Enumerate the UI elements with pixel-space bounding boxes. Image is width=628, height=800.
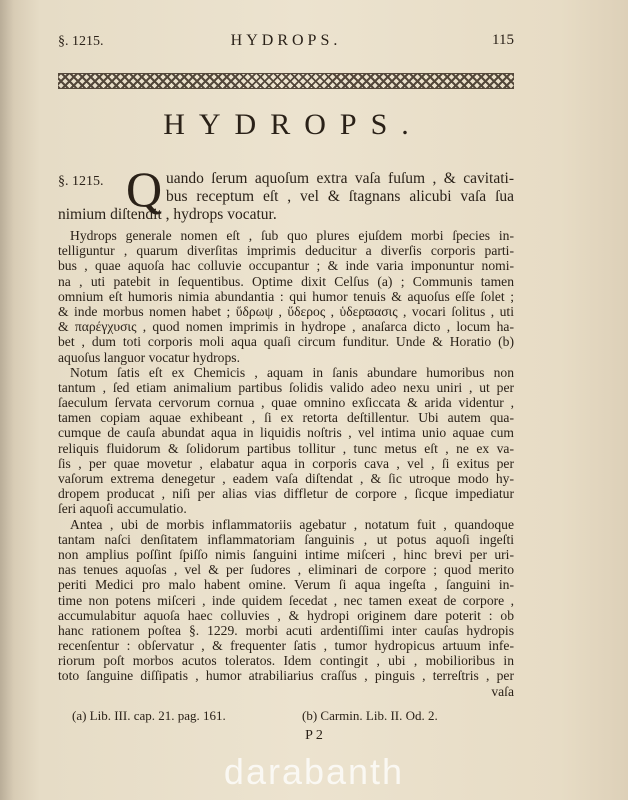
- text-line: periti Medici pro malo habent omine. Verum ſi aqua ingeſta , ſanguini in-: [58, 577, 514, 593]
- text-line: na , uti patebit in ſequentibus. Optime dixit Celſus (a) ; Communis tamen: [58, 273, 514, 289]
- text-line: toto ſanguine diſſipatis , humor atrabiliarius craſſus , pinguis , terreſtris , per: [58, 668, 514, 684]
- text-line: Hydrops generale nomen eſt , ſub quo plures ejuſdem morbi ſpecies in-: [70, 228, 514, 243]
- footnotes: [72, 708, 502, 724]
- text-line: ſeri aquoſi accumulatio.: [58, 501, 187, 517]
- text-line: & inde morbus nomen habet ; ὕδρωψ , ὕδερος , ὑδερϖασις , vocari ſolitus , uti: [58, 303, 514, 319]
- text-line: hanc rationem poſtea §. 1229. morbi acuti ardentiſſimi inter cauſas hydropis: [58, 622, 514, 638]
- text-line: omnium eſt humoris nimia abundantia : qui humor tenuis & aquoſus eſſe ſolet ;: [58, 288, 514, 304]
- text-line: cumque de cauſa abundat aqua in liquidis noſtris , vel intima unio aquae cum: [58, 425, 514, 441]
- text-line: & παρέγχυσις , quod nomen imprimis in hydrope , anaſarca dicto , locum ha-: [58, 319, 514, 335]
- drop-cap: Q: [126, 161, 163, 217]
- text-line: bus receptum eſt , vel & ſtagnans alicubi vaſa ſua: [166, 188, 514, 205]
- text-line: tantam naſci denſitatem inflammatoriam ſanguinis , ut potus aquoſi ingeſti: [58, 531, 514, 547]
- watermark: darabanth: [223, 751, 405, 792]
- chapter-title: HYDROPS.: [163, 108, 423, 141]
- header-section: §. 1215.: [58, 34, 104, 49]
- text-line: Notum ſatis eſt ex Chemicis , aquam in ſanis abundare humoribus non: [70, 364, 514, 380]
- text-line: nimium diſtendit , hydrops vocatur.: [58, 206, 277, 223]
- text-line: tantum , ſed etiam animalium partibus ſolidis valido adeo nexu uniri , ut per: [58, 379, 514, 395]
- signature-mark: P 2: [305, 728, 323, 743]
- text-line: accumulabitur aquoſa haec colluvies , & hydropi originem dare poterit : ob: [58, 607, 514, 623]
- text-line: non amplius poſſint ſpiſſo nimis ſanguini intime miſceri , hinc brevi per uri-: [58, 546, 514, 562]
- text-line: ſaeculum ſervata cervorum cornua , quae omnino exſiccata & arida videntur ,: [58, 395, 514, 411]
- paragraph: [58, 365, 514, 517]
- text-line: tamen copiam aquae exhibeant , ſi ex retorta deſtillentur. Ubi autem qua-: [58, 410, 514, 426]
- paragraph: [58, 228, 514, 365]
- running-header: [58, 32, 514, 52]
- text-line: time non potens miſceri , inde quidem ſecedat , nec tamen exeat de corpore ,: [58, 592, 514, 608]
- body-text: [58, 228, 514, 699]
- text-line: nas tenues aquoſas , vel & per ſudores , eliminari de corpore ; quod merito: [58, 562, 514, 578]
- ornament-band: [58, 73, 514, 89]
- page-number: 115: [492, 32, 514, 48]
- text-line: bet , dum toti corporis moli aqua quaſi circum funditur. Unde & Horatio (b): [58, 334, 514, 350]
- text-line: Antea , ubi de morbis inflammatoriis agebatur , notatum fuit , quandoque: [70, 516, 514, 532]
- paragraph: [58, 517, 514, 684]
- section-intro: [58, 161, 514, 224]
- text-line: riorum poſt morbos acutos toleratos. Idem contingit , ubi , mobilioribus in: [58, 653, 514, 669]
- text-line: uando ſerum aquoſum extra vaſa fuſum , & cavitati-: [166, 170, 514, 187]
- text-line: reliquis fluidorum & ſolidorum partibus tollitur , tunc metus eſt , ne ex va-: [58, 440, 514, 456]
- text-line: bus , quae aquoſa hac colluvie occupantur ; & inde varia imponuntur nomi-: [58, 258, 514, 274]
- footnote-a: (a) Lib. III. cap. 21. pag. 161.: [72, 708, 226, 723]
- catchword: vaſa: [491, 683, 514, 699]
- running-title: HYDROPS.: [230, 32, 342, 49]
- section-number: §. 1215.: [58, 174, 104, 189]
- text-line: aquoſus languor vocatur hydrops.: [58, 349, 240, 365]
- text-line: recenſentur : obſervatur , & frequenter ſatis , tumor hydropicus artuum infe-: [58, 638, 514, 654]
- text-line: telliguntur , quarum diverſitas imprimis deducitur a diverſis corporis parti-: [58, 243, 514, 259]
- text-line: ſis , per quae movetur , elabatur aqua in corporis cava , vel , ſi exitus per: [58, 455, 514, 471]
- text-line: dropem producat , niſi per alias vias diffletur de corpore , ſicque impediatur: [58, 486, 514, 502]
- footnote-b: (b) Carmin. Lib. II. Od. 2.: [302, 708, 438, 723]
- text-line: vaſorum extrema denegetur , eadem vaſa diſtendat , & ſic utroque modo hy-: [58, 471, 514, 486]
